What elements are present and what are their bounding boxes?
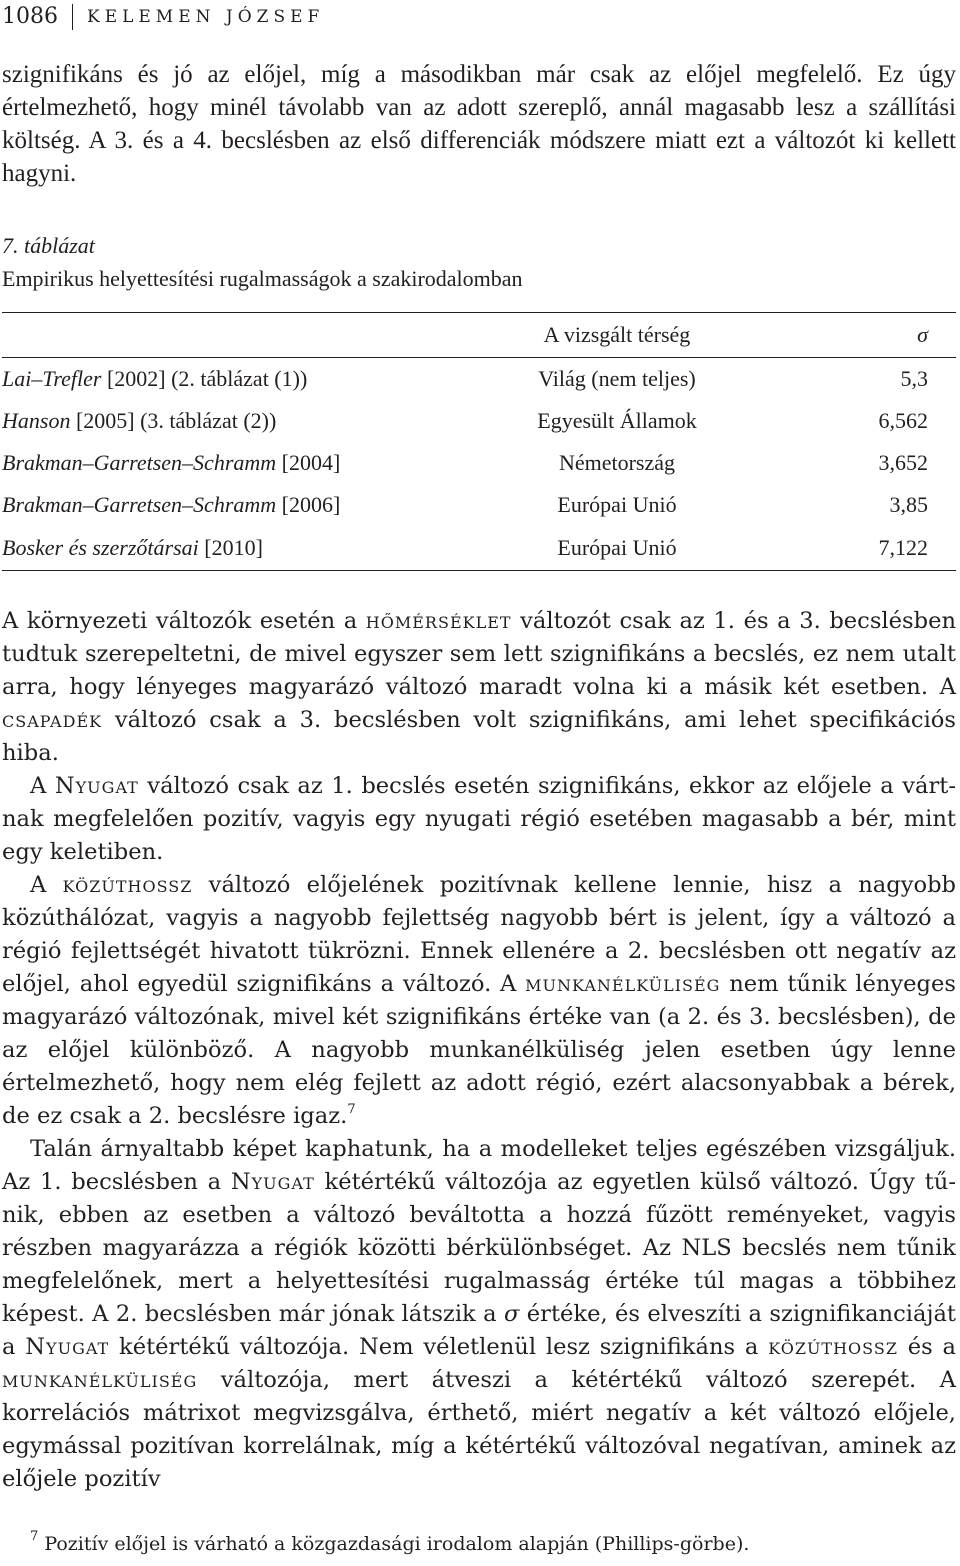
variable-name: Nyugat: [230, 1169, 315, 1195]
cell-source: [2, 484, 422, 526]
footnote: [30, 1530, 749, 1558]
paragraph-models: [2, 1133, 956, 1496]
page-number: 1086: [2, 4, 58, 29]
footnote-marker[interactable]: 7: [347, 1102, 356, 1117]
header-region: A vizsgált térség: [543, 322, 691, 347]
variable-name: munkanélküliség: [2, 1367, 198, 1393]
cell-sigma: 7,122: [878, 535, 928, 560]
cell-ref: [2010]: [198, 535, 263, 560]
cell-region: Európai Unió: [557, 535, 677, 560]
text-run: kétértékű változója. Nem véletlenül lesz szignifikáns a: [109, 1334, 769, 1360]
cell-authors: Brakman–Garretsen–Schramm: [2, 450, 277, 475]
elasticity-table-container: [2, 312, 956, 571]
variable-name: közúthossz: [62, 872, 193, 898]
text-run: változó csak az 1. becslés esetén szignifikáns, ekkor az előjele a vártnak megfelelően pozitív, vagyis egy nyugati régió esetében magasabb a bér, mint egy keletiben.: [2, 773, 956, 865]
cell-sigma: 3,85: [889, 492, 928, 517]
cell-authors: Bosker és szerzőtársai: [2, 535, 199, 560]
cell-region: Németország: [558, 450, 676, 475]
cell-authors: Hanson: [2, 408, 71, 433]
cell-ref: [2005] (3. táblázat (2)): [70, 408, 277, 433]
table-row: [2, 358, 956, 401]
cell-sigma: 6,562: [878, 408, 928, 433]
text-run: nem tűnik lényeges magyarázó változónak, mivel két szignifikáns értéke van (a 2. és 3. becslésben), de az előjel különböző. A nagyobb munkanélküliség jelen esetben úgy lenne értelmezhető, hogy nem elég fejlett az adott régió, ezért alacsonyabbak a bérek, de ez csak a 2. becslésre igaz.: [2, 971, 956, 1129]
variable-name: hőmérséklet: [365, 608, 512, 634]
text-run: változója, mert átveszi a kétértékű változó szerepét. A korrelációs mátrixot megvizsgálva, érthető, miért negatív a két változó előjele, egymással pozitívan korrelálnak, míg a kétértékű változóval negatívan, aminek az előjele pozitív: [2, 1367, 956, 1492]
paragraph-environment: [2, 605, 956, 770]
paragraph-kozuthossz: [2, 869, 956, 1133]
cell-source: [2, 358, 422, 401]
text-run: Talán árnyaltabb képet kaphatunk, ha a modelleket teljes egészében vizsgáljuk. Az 1. becslésben a: [2, 1136, 956, 1195]
body-text: [2, 605, 956, 1496]
intro-paragraph: szignifikáns és jó az előjel, míg a másodikban már csak az előjel megfelelő. Ez úgy értelmezhető, hogy minél távolabb van az adott szereplő, annál magasabb lesz a szállítási költség. A 3. és a 4. becslésben az első differenciák módszere miatt ezt a változót ki kellett hagyni.: [2, 61, 956, 187]
footnote-number: 7: [30, 1529, 39, 1544]
header-source: [2, 313, 422, 358]
table-caption: [2, 229, 956, 295]
table-row: [2, 484, 956, 526]
text-run: A: [30, 773, 55, 799]
header-sigma: σ: [917, 322, 928, 347]
cell-source: [2, 526, 422, 571]
table-title: Empirikus helyettesítési rugalmasságok a szakirodalomban: [2, 266, 523, 291]
elasticity-table: [2, 312, 956, 571]
cell-sigma: 3,652: [878, 450, 928, 475]
cell-region: Világ (nem teljes): [538, 366, 696, 391]
cell-source: [2, 400, 422, 442]
cell-ref: [2006]: [276, 492, 341, 517]
paragraph-nyugat: [2, 770, 956, 869]
sigma-symbol: σ: [503, 1301, 520, 1327]
cell-ref: [2002] (2. táblázat (1)): [101, 366, 308, 391]
cell-authors: Lai–Trefler: [2, 366, 102, 391]
variable-name: csapadék: [2, 707, 103, 733]
variable-name: Nyugat: [54, 773, 139, 799]
table-label: 7. táblázat: [2, 233, 95, 258]
footnote-text: Pozitív előjel is várható a közgazdasági irodalom alapján (Phillips-görbe).: [38, 1533, 750, 1555]
table-row: [2, 526, 956, 571]
running-head: [2, 2, 324, 32]
variable-name: közúthossz: [768, 1334, 898, 1360]
cell-authors: Brakman–Garretsen–Schramm: [2, 492, 277, 517]
text-run: értéke, és elveszíti a szignifikanciáját a: [2, 1301, 956, 1360]
running-head-author: KELEMEN JÓZSEF: [87, 7, 325, 27]
cell-region: Egyesült Államok: [537, 408, 697, 433]
table-header-row: [2, 313, 956, 358]
cell-ref: [2004]: [276, 450, 341, 475]
text-run: változó előjelének pozitívnak kellene lennie, hisz a nagyobb közúthálózat, vagyis a nagyobb fejlettség nagyobb bért is jelent, így a változó a régió fejlettségét hivatott tükrözni. Ennek ellenére a 2. becslésben ott negatív az előjel, ahol egyedül szignifikáns a változó. A: [2, 872, 956, 997]
variable-name: Nyugat: [25, 1334, 110, 1360]
cell-source: [2, 442, 422, 484]
text-run: változó csak a 3. becslésben volt szignifikáns, ami lehet specifikációs hiba.: [2, 707, 956, 766]
cell-region: Európai Unió: [557, 492, 677, 517]
variable-name: munkanélküliség: [525, 971, 721, 997]
text-run: kétértékű változója az egyetlen külső változó. Úgy tűnik, ebben az esetben a változó beváltotta a hozzá fűzött reményeket, vagyis részben magyarázza a régiók közötti bérkülönbséget. Az NLS becslés nem tűnik megfelelőnek, mert a helyettesítési rugalmasság értéke túl magas a többihez képest. A 2. becslésben már jónak látszik a: [2, 1169, 956, 1327]
text-run: és a: [897, 1334, 956, 1360]
text-run: A: [30, 872, 63, 898]
cell-sigma: 5,3: [900, 366, 928, 391]
text-run: A környezeti változók esetén a: [2, 608, 366, 634]
text-run: változót csak az 1. és a 3. becslésben tudtuk szerepeltetni, de mivel egyszer sem lett szignifikáns a becslés, ez nem utalt arra, hogy lényeges magyarázó változó maradt volna ki a másik két esetben. A: [2, 608, 957, 700]
table-row: [2, 400, 956, 442]
table-row: [2, 442, 956, 484]
